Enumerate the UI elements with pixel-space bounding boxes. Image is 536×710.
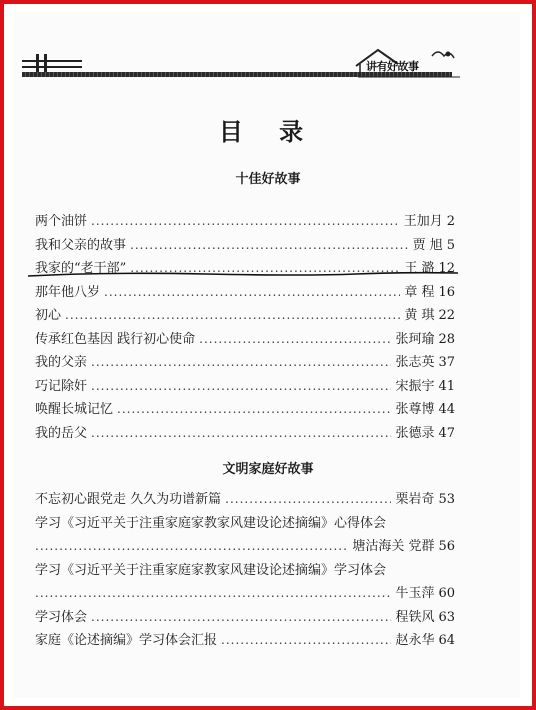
leader-dots (65, 308, 400, 322)
entry-author: 塘沽海关 党群 (352, 539, 435, 554)
toc-entry-continued[interactable] (35, 582, 455, 606)
entry-author: 张珂瑜 (395, 331, 435, 347)
toc-list-top-ten (35, 210, 455, 445)
toc-entry[interactable] (35, 304, 455, 328)
toc-entry[interactable] (35, 629, 455, 653)
entry-page: 5 (446, 237, 455, 253)
leader-dots (225, 492, 391, 506)
entry-author: 黄 琪 (404, 308, 435, 323)
entry-page: 47 (438, 425, 455, 441)
entry-author: 贾 旭 (412, 237, 443, 253)
header-logo-text: 讲有好故事 (366, 60, 419, 73)
leader-dots (35, 539, 348, 553)
header-logo (352, 46, 464, 80)
entry-title: 我的岳父 (35, 425, 88, 441)
leader-dots (91, 214, 400, 228)
entry-page: 37 (438, 355, 455, 370)
entry-author: 栗岩奇 (395, 492, 435, 507)
page-title: 目 录 (218, 117, 318, 146)
entry-page: 22 (438, 308, 455, 323)
handwritten-underline-mark (26, 269, 460, 279)
toc-entry-continued[interactable] (35, 535, 455, 559)
entry-title: 我和父亲的故事 (35, 237, 127, 253)
leader-dots (130, 238, 409, 252)
leader-dots (199, 332, 391, 346)
toc-entry[interactable] (35, 606, 455, 630)
entry-title: 学习《习近平关于注重家庭家教家风建设论述摘编》学习体会 (35, 562, 387, 578)
leader-dots (91, 355, 391, 369)
entry-page: 64 (438, 633, 455, 648)
entry-author: 章 程 (404, 284, 435, 300)
entry-title: 巧记除奸 (35, 378, 88, 394)
entry-author: 赵永华 (395, 633, 435, 648)
entry-title: 两个油饼 (35, 214, 88, 229)
entry-author: 牛玉萍 (395, 586, 435, 601)
section-heading-top-ten: 十佳好故事 (235, 172, 301, 187)
leader-dots (117, 402, 391, 416)
toc-entry[interactable] (35, 512, 455, 536)
toc-entry[interactable] (35, 375, 455, 399)
entry-author: 张志英 (395, 355, 435, 370)
entry-page: 56 (438, 539, 455, 554)
entry-title: 学习《习近平关于注重家庭家教家风建设论述摘编》心得体会 (35, 515, 387, 531)
entry-page: 44 (438, 402, 455, 417)
entry-title: 家庭《论述摘编》学习体会汇报 (35, 633, 218, 648)
entry-title: 我的父亲 (35, 355, 88, 370)
entry-page: 53 (438, 492, 455, 507)
entry-title: 不忘初心跟党走 久久为功谱新篇 (35, 492, 222, 507)
toc-entry[interactable] (35, 422, 455, 446)
toc-entry[interactable] (35, 398, 455, 422)
entry-author: 张德录 (395, 425, 435, 441)
entry-page: 28 (438, 331, 455, 347)
entry-title: 我家的“老干部” (35, 261, 127, 276)
leader-dots (91, 426, 391, 440)
leader-dots (104, 285, 400, 299)
entry-author: 程铁风 (395, 609, 435, 625)
leader-dots (221, 633, 391, 647)
section-heading-family: 文明家庭好故事 (222, 462, 314, 477)
entry-page: 2 (446, 214, 455, 229)
entry-page: 41 (438, 378, 455, 394)
toc-entry[interactable] (35, 234, 455, 258)
entry-author: 王 潞 (404, 261, 435, 276)
entry-author: 张尊博 (395, 402, 435, 417)
entry-page: 60 (438, 586, 455, 601)
leader-dots (35, 586, 391, 600)
leader-dots (91, 610, 391, 624)
toc-entry[interactable] (35, 488, 455, 512)
entry-title: 传承红色基因 践行初心使命 (35, 331, 196, 347)
entry-title: 学习体会 (35, 609, 88, 625)
entry-page: 16 (438, 284, 455, 300)
toc-entry[interactable] (35, 351, 455, 375)
toc-entry[interactable] (35, 210, 455, 234)
entry-page: 63 (438, 609, 455, 625)
toc-entry[interactable] (35, 281, 455, 305)
entry-title: 那年他八岁 (35, 284, 101, 300)
toc-entry[interactable] (35, 328, 455, 352)
entry-author: 王加月 (403, 214, 443, 229)
entry-title: 唤醒长城记忆 (35, 402, 114, 417)
entry-author: 宋振宇 (395, 378, 435, 394)
toc-list-family (35, 488, 455, 653)
entry-page: 12 (438, 261, 455, 276)
toc-entry[interactable] (35, 559, 455, 583)
leader-dots (91, 379, 391, 393)
entry-title: 初心 (35, 308, 62, 323)
